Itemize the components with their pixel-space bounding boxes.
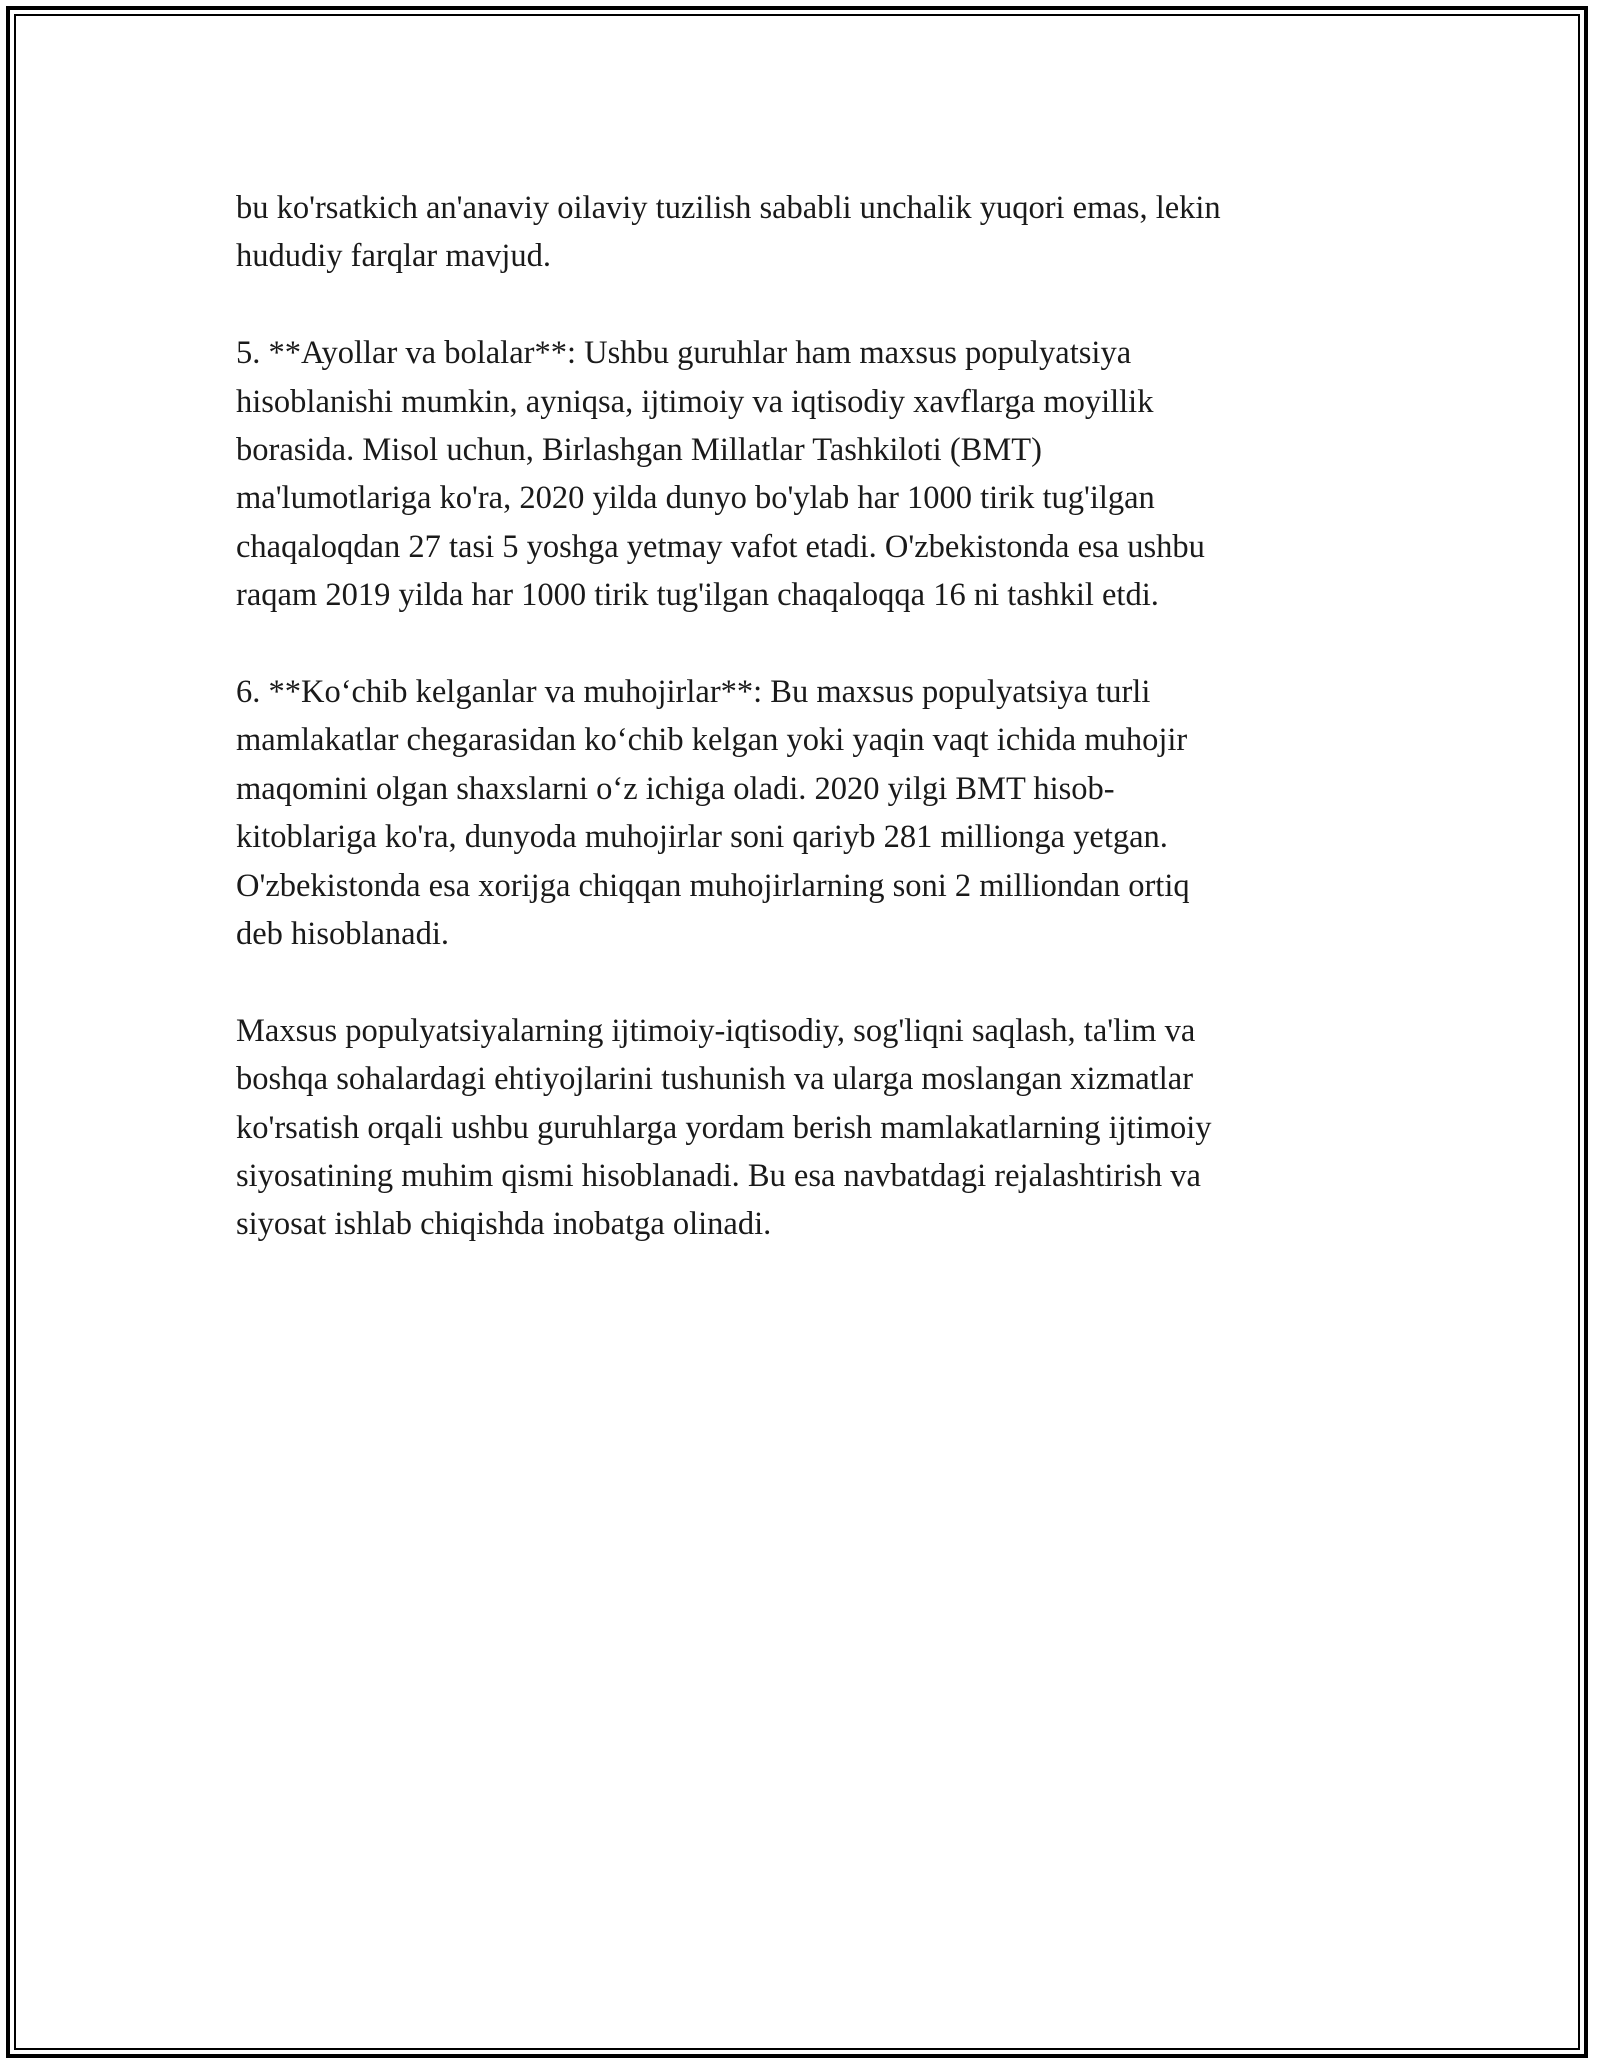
text-line: deb hisoblanadi.: [236, 916, 450, 953]
text-line: siyosat ishlab chiqishda inobatga olinadi.: [236, 1206, 772, 1243]
document-body: [236, 184, 1366, 1297]
text-line: chaqaloqdan 27 tasi 5 yoshga yetmay vafot etadi. O'zbekistonda esa ushbu: [236, 528, 1205, 565]
text-line: hisoblanishi mumkin, ayniqsa, ijtimoiy va iqtisodiy xavflarga moyillik: [236, 383, 1154, 420]
text-line: 5. **Ayollar va bolalar**: Ushbu guruhlar ham maxsus populyatsiya: [236, 335, 1132, 372]
paragraph-women-children: [236, 329, 1366, 619]
text-line: maqomini olgan shaxslarni o‘z ichiga oladi. 2020 yilgi BMT hisob-: [236, 770, 1115, 807]
text-line: 6. **Ko‘chib kelganlar va muhojirlar**: Bu maxsus populyatsiya turli: [236, 674, 1151, 711]
text-line: bu ko'rsatkich an'anaviy oilaviy tuzilish sababli unchalik yuqori emas, lekin: [236, 190, 1221, 226]
text-line: borasida. Misol uchun, Birlashgan Millatlar Tashkiloti (BMT): [236, 432, 1042, 469]
paragraph-continuation: [236, 184, 1366, 281]
paragraph-migrants: [236, 668, 1366, 958]
text-line: boshqa sohalardagi ehtiyojlarini tushunish va ularga moslangan xizmatlar: [236, 1061, 1194, 1098]
text-line: ko'rsatish orqali ushbu guruhlarga yordam berish mamlakatlarning ijtimoiy: [236, 1109, 1212, 1146]
paragraph-conclusion: [236, 1007, 1366, 1249]
text-line: hududiy farqlar mavjud.: [236, 238, 551, 275]
text-line: Maxsus populyatsiyalarning ijtimoiy-iqtisodiy, sog'liqni saqlash, ta'lim va: [236, 1012, 1196, 1049]
text-line: mamlakatlar chegarasidan ko‘chib kelgan yoki yaqin vaqt ichida muhojir: [236, 722, 1188, 759]
text-line: O'zbekistonda esa xorijga chiqqan muhojirlarning soni 2 milliondan ortiq: [236, 867, 1190, 904]
text-line: siyosatining muhim qismi hisoblanadi. Bu esa navbatdagi rejalashtirish va: [236, 1158, 1201, 1195]
text-line: ma'lumotlariga ko'ra, 2020 yilda dunyo bo'ylab har 1000 tirik tug'ilgan: [236, 480, 1155, 517]
text-line: raqam 2019 yilda har 1000 tirik tug'ilgan chaqaloqqa 16 ni tashkil etdi.: [236, 577, 1159, 614]
text-line: kitoblariga ko'ra, dunyoda muhojirlar soni qariyb 281 millionga yetgan.: [236, 819, 1168, 856]
